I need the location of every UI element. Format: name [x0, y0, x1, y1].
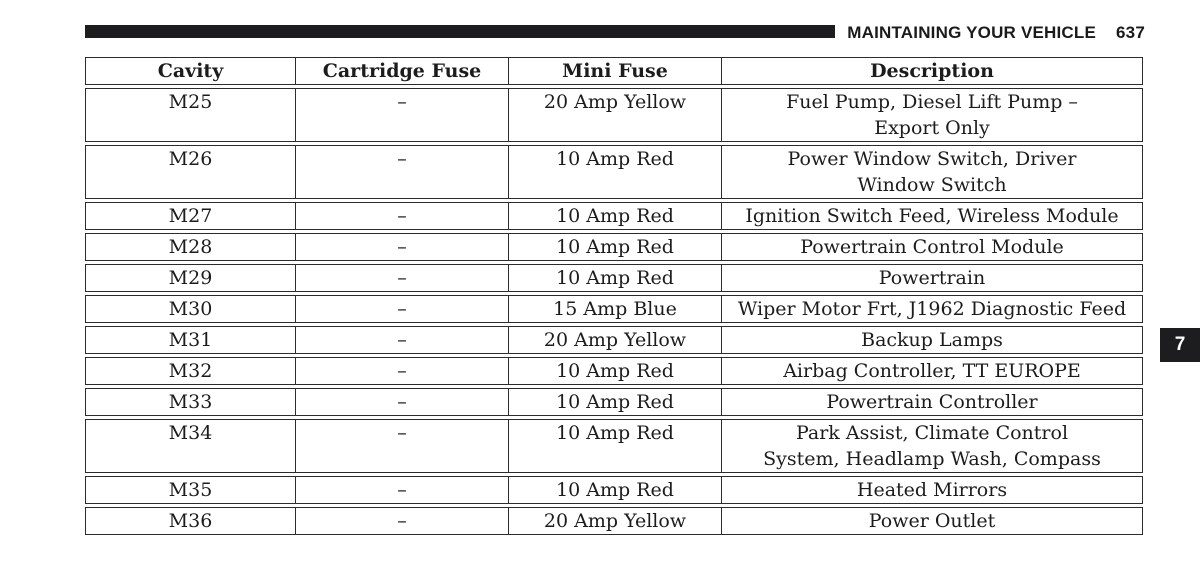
cartridge-fuse-cell: –: [296, 89, 509, 141]
table-row-m26: [85, 145, 1143, 199]
cavity-cell: M33: [86, 389, 296, 415]
cartridge-fuse-cell: –: [296, 477, 509, 503]
fuse-table: [85, 57, 1143, 538]
description-cell: [722, 265, 1142, 291]
table-row-m30: [85, 295, 1143, 323]
mini-fuse-cell: 10 Amp Red: [509, 146, 722, 198]
mini-fuse-cell: 10 Amp Red: [509, 420, 722, 472]
table-row-m28: [85, 233, 1143, 261]
page-header-title: MAINTAINING YOUR VEHICLE: [847, 23, 1097, 42]
header-rule-bar: [85, 25, 835, 38]
description-cell: [722, 358, 1142, 384]
section-tab-number: 7: [1174, 334, 1186, 355]
description-cell: [722, 296, 1142, 322]
column-header-cavity: Cavity: [86, 58, 296, 84]
cavity-cell: M28: [86, 234, 296, 260]
cartridge-fuse-cell: –: [296, 203, 509, 229]
cavity-cell: M34: [86, 420, 296, 472]
cartridge-fuse-cell: –: [296, 508, 509, 534]
description-text: Power Outlet: [868, 510, 996, 532]
table-row-m32: [85, 357, 1143, 385]
mini-fuse-cell: 10 Amp Red: [509, 234, 722, 260]
column-header-mini-fuse: Mini Fuse: [509, 58, 722, 84]
description-cell: [722, 146, 1142, 198]
description-text: Park Assist, Climate Control System, Headlamp Wash, Compass: [763, 422, 1101, 470]
cavity-cell: M25: [86, 89, 296, 141]
cavity-cell: M26: [86, 146, 296, 198]
page-running-header: [845, 23, 1145, 43]
mini-fuse-cell: 10 Amp Red: [509, 389, 722, 415]
cartridge-fuse-cell: –: [296, 234, 509, 260]
cartridge-fuse-cell: –: [296, 420, 509, 472]
table-row-m34: [85, 419, 1143, 473]
mini-fuse-cell: 20 Amp Yellow: [509, 508, 722, 534]
cavity-cell: M30: [86, 296, 296, 322]
description-text: Heated Mirrors: [856, 479, 1008, 501]
description-text: Airbag Controller, TT EUROPE: [783, 360, 1081, 382]
mini-fuse-cell: 10 Amp Red: [509, 477, 722, 503]
table-row-m25: [85, 88, 1143, 142]
table-row-m36: [85, 507, 1143, 535]
section-tab: [1160, 328, 1200, 362]
description-cell: [722, 420, 1142, 472]
description-text: Fuel Pump, Diesel Lift Pump – Export Only: [786, 91, 1078, 139]
page-number: 637: [1116, 23, 1145, 42]
description-text: Powertrain Controller: [826, 391, 1038, 413]
table-row-m29: [85, 264, 1143, 292]
table-row-m31: [85, 326, 1143, 354]
description-text: Powertrain: [878, 267, 986, 289]
description-cell: [722, 234, 1142, 260]
cartridge-fuse-cell: –: [296, 146, 509, 198]
column-header-cartridge-fuse: Cartridge Fuse: [296, 58, 509, 84]
description-text: Backup Lamps: [861, 329, 1003, 351]
description-cell: [722, 508, 1142, 534]
cartridge-fuse-cell: –: [296, 327, 509, 353]
cartridge-fuse-cell: –: [296, 358, 509, 384]
cartridge-fuse-cell: –: [296, 296, 509, 322]
description-cell: [722, 89, 1142, 141]
description-text: Powertrain Control Module: [800, 236, 1064, 258]
mini-fuse-cell: 20 Amp Yellow: [509, 327, 722, 353]
cartridge-fuse-cell: –: [296, 265, 509, 291]
mini-fuse-cell: 10 Amp Red: [509, 203, 722, 229]
cavity-cell: M29: [86, 265, 296, 291]
mini-fuse-cell: 10 Amp Red: [509, 358, 722, 384]
table-row-m33: [85, 388, 1143, 416]
fuse-table-header-row: [85, 57, 1143, 85]
cavity-cell: M27: [86, 203, 296, 229]
mini-fuse-cell: 20 Amp Yellow: [509, 89, 722, 141]
table-row-m27: [85, 202, 1143, 230]
description-text: Power Window Switch, Driver Window Switch: [787, 148, 1077, 196]
table-row-m35: [85, 476, 1143, 504]
cavity-cell: M35: [86, 477, 296, 503]
description-text: Ignition Switch Feed, Wireless Module: [745, 205, 1119, 227]
description-text: Wiper Motor Frt, J1962 Diagnostic Feed: [737, 298, 1127, 320]
description-cell: [722, 389, 1142, 415]
cavity-cell: M36: [86, 508, 296, 534]
mini-fuse-cell: 15 Amp Blue: [509, 296, 722, 322]
cavity-cell: M32: [86, 358, 296, 384]
column-header-description: Description: [870, 60, 994, 82]
cartridge-fuse-cell: –: [296, 389, 509, 415]
description-cell: [722, 477, 1142, 503]
description-cell: [722, 203, 1142, 229]
mini-fuse-cell: 10 Amp Red: [509, 265, 722, 291]
cavity-cell: M31: [86, 327, 296, 353]
description-cell: [722, 327, 1142, 353]
